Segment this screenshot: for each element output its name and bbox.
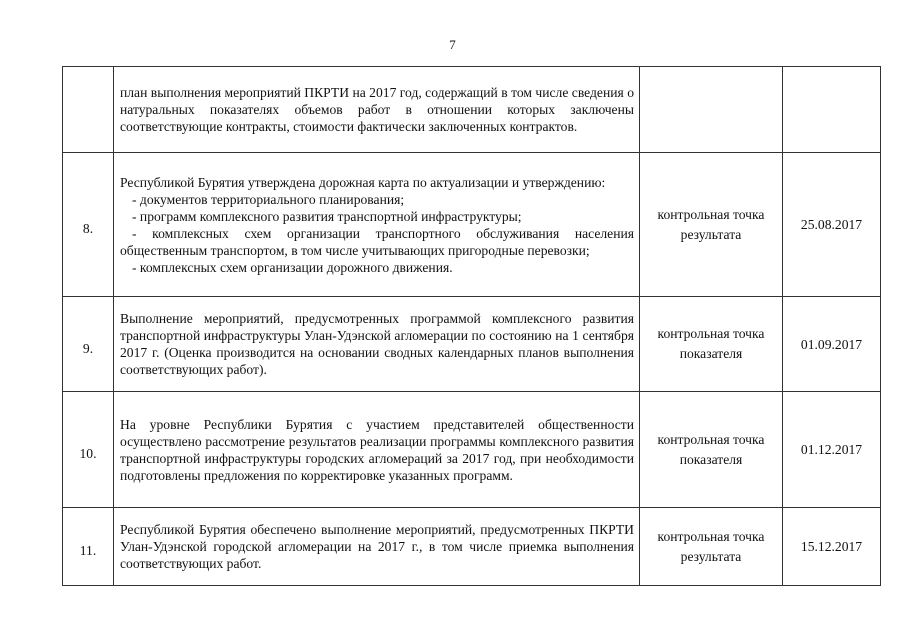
row-description: Республикой Бурятия обеспечено выполнение мероприятий, предусмотренных ПКРТИ Улан-Удэнской городской агломерации на 2017 г., в том числе приемка выполнения соответствующих работ.: [120, 522, 634, 571]
table-row: [63, 392, 881, 508]
row-description-item: - комплексных схем организации дорожного движения.: [132, 259, 453, 275]
row-number-cell: [63, 508, 114, 586]
row-date: 01.12.2017: [800, 442, 863, 457]
row-date-cell: [783, 297, 881, 392]
table-row: [63, 297, 881, 392]
table-row: [63, 508, 881, 586]
row-description-cell: [114, 392, 640, 508]
row-type-cell: [640, 392, 783, 508]
row-description: план выполнения мероприятий ПКРТИ на 2017 год, содержащий в том числе сведения о натуральных показателях объемов работ в отношении которых заключены соответствующие контракты, стоимости фактически заключенных контрактов.: [120, 85, 634, 134]
row-date-cell: [783, 153, 881, 297]
row-date-cell: [783, 392, 881, 508]
row-description: Республикой Бурятия утверждена дорожная карта по актуализации и утверждению:: [120, 174, 606, 190]
row-description-cell: [114, 67, 640, 153]
row-description-item: - программ комплексного развития транспортной инфраструктуры;: [132, 208, 522, 224]
table-row: [63, 67, 881, 153]
row-description-cell: [114, 297, 640, 392]
row-type: контрольная точка показателя: [657, 431, 765, 467]
row-date: 25.08.2017: [800, 217, 863, 232]
row-type-cell: [640, 297, 783, 392]
row-number-cell: [63, 67, 114, 153]
row-description-item: - документов территориального планирования;: [132, 191, 405, 207]
row-type: контрольная точка результата: [657, 528, 765, 564]
row-number-cell: [63, 392, 114, 508]
row-description-cell: [114, 153, 640, 297]
row-number-cell: [63, 153, 114, 297]
row-date: 15.12.2017: [800, 539, 863, 554]
table-row: [63, 153, 881, 297]
milestones-table: [62, 66, 881, 586]
row-number-cell: [63, 297, 114, 392]
row-description: На уровне Республики Бурятия с участием представителей общественности осуществлено рассмотрение результатов реализации программы комплексного развития транспортной инфраструктуры городских агломераций за 2017 год, при необходимости подготовлены предложения по корректировке указанных программ.: [120, 416, 634, 483]
page-number: 7: [449, 37, 456, 52]
row-date-cell: [783, 67, 881, 153]
row-description-item: - комплексных схем организации транспортного обслуживания населения общественным транспортом, в том числе учитывающих пригородные перевозки;: [120, 225, 634, 258]
row-number: 10.: [79, 446, 97, 461]
row-type-cell: [640, 508, 783, 586]
row-number: 11.: [79, 543, 97, 558]
row-description: Выполнение мероприятий, предусмотренных программой комплексного развития транспортной инфраструктуры Улан-Удэнской агломерации по состоянию на 1 сентября 2017 г. (Оценка производится на основании сводных календарных планов выполнения соответствующих работ).: [120, 311, 634, 377]
row-date: 01.09.2017: [800, 336, 863, 352]
row-number: 9.: [82, 340, 94, 356]
row-type-cell: [640, 153, 783, 297]
row-type: контрольная точка результата: [657, 206, 765, 242]
row-date-cell: [783, 508, 881, 586]
row-description-cell: [114, 508, 640, 586]
row-type: контрольная точка показателя: [657, 326, 765, 361]
row-number: 8.: [82, 221, 94, 236]
row-type-cell: [640, 67, 783, 153]
